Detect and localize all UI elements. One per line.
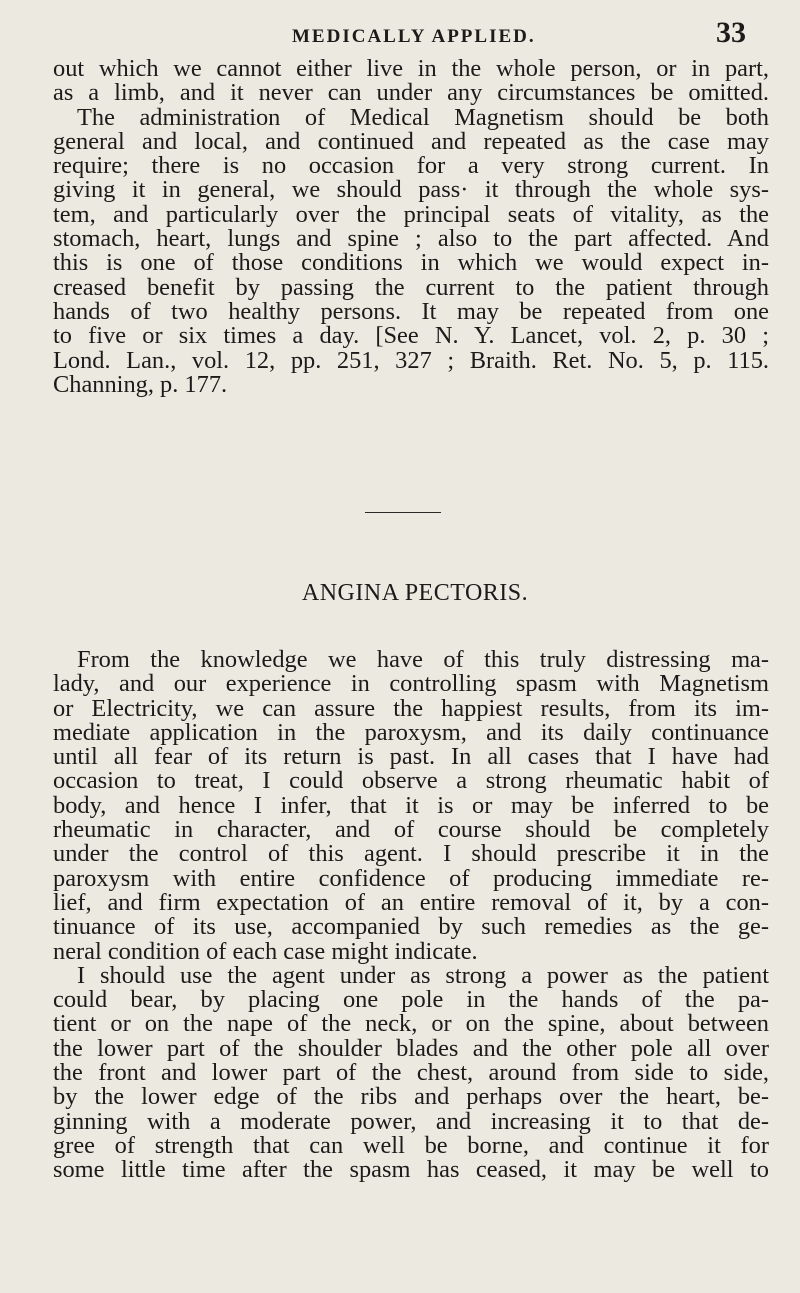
text-line: under the control of this agent. I should prescribe it in the	[53, 840, 769, 868]
text-line: this is one of those conditions in which we would expect in-	[53, 249, 769, 277]
text-line: or Electricity, we can assure the happiest results, from its im-	[53, 694, 769, 722]
page-number: 33	[716, 16, 746, 49]
angina-section-body	[53, 648, 769, 1183]
text-line: I should use the agent under as strong a power as the patient	[77, 961, 769, 989]
section-divider	[365, 512, 441, 513]
text-line: to five or six times a day. [See N. Y. Lancet, vol. 2, p. 30 ;	[53, 322, 769, 350]
angina-paragraph-1	[53, 648, 769, 964]
text-line: general and local, and continued and repeated as the case may	[53, 127, 769, 155]
text-line: Lond. Lan., vol. 12, pp. 251, 327 ; Braith. Ret. No. 5, p. 115.	[53, 346, 769, 374]
text-line: ginning with a moderate power, and increasing it to that de-	[53, 1107, 769, 1135]
text-line: Channing, p. 177.	[53, 370, 228, 398]
text-line: neral condition of each case might indicate.	[53, 937, 478, 965]
text-line: out which we cannot either live in the whole person, or in part,	[53, 55, 769, 82]
section-heading: ANGINA PECTORIS.	[301, 580, 529, 606]
text-line: lady, and our experience in controlling spasm with Magnetism	[53, 670, 769, 698]
text-line: the lower part of the shoulder blades and the other pole all over	[53, 1034, 769, 1062]
text-line: occasion to treat, I could observe a strong rheumatic habit of	[53, 767, 769, 795]
text-line: could bear, by placing one pole in the hands of the pa-	[53, 986, 769, 1014]
text-line: tient or on the nape of the neck, or on the spine, about between	[53, 1010, 769, 1038]
text-line: by the lower edge of the ribs and perhaps over the heart, be-	[53, 1083, 769, 1111]
text-line: hands of two healthy persons. It may be repeated from one	[53, 297, 769, 325]
text-line: until all fear of its return is past. In all cases that I have had	[53, 743, 769, 771]
text-line: rheumatic in character, and of course should be completely	[53, 816, 769, 844]
continuation-paragraph	[53, 57, 769, 397]
angina-paragraph-2	[53, 961, 769, 1184]
text-line: tem, and particularly over the principal seats of vitality, as the	[53, 200, 769, 228]
text-line: tinuance of its use, accompanied by such remedies as the ge-	[53, 913, 769, 941]
text-line: as a limb, and it never can under any circumstances be omitted.	[53, 79, 769, 107]
text-line: gree of strength that can well be borne, and continue it for	[53, 1131, 769, 1159]
text-line: creased benefit by passing the current to the patient through	[53, 273, 769, 301]
text-line: stomach, heart, lungs and spine ; also to the part affected. And	[53, 225, 769, 253]
running-head	[0, 14, 800, 54]
text-line: mediate application in the paroxysm, and its daily continuance	[53, 718, 769, 746]
text-line: require; there is no occasion for a very strong current. In	[53, 152, 769, 180]
text-line: body, and hence I infer, that it is or may be inferred to be	[53, 791, 769, 819]
text-line: From the knowledge we have of this truly distressing ma-	[77, 646, 769, 673]
running-title: MEDICALLY APPLIED.	[292, 26, 536, 47]
text-line: giving it in general, we should pass· it through the whole sys-	[53, 176, 769, 204]
text-line: The administration of Medical Magnetism should be both	[77, 103, 769, 131]
text-line: paroxysm with entire confidence of producing immediate re-	[53, 864, 769, 892]
text-line: the front and lower part of the chest, around from side to side,	[53, 1059, 769, 1087]
text-line: some little time after the spasm has ceased, it may be well to	[53, 1156, 769, 1184]
text-line: lief, and firm expectation of an entire removal of it, by a con-	[53, 888, 769, 916]
